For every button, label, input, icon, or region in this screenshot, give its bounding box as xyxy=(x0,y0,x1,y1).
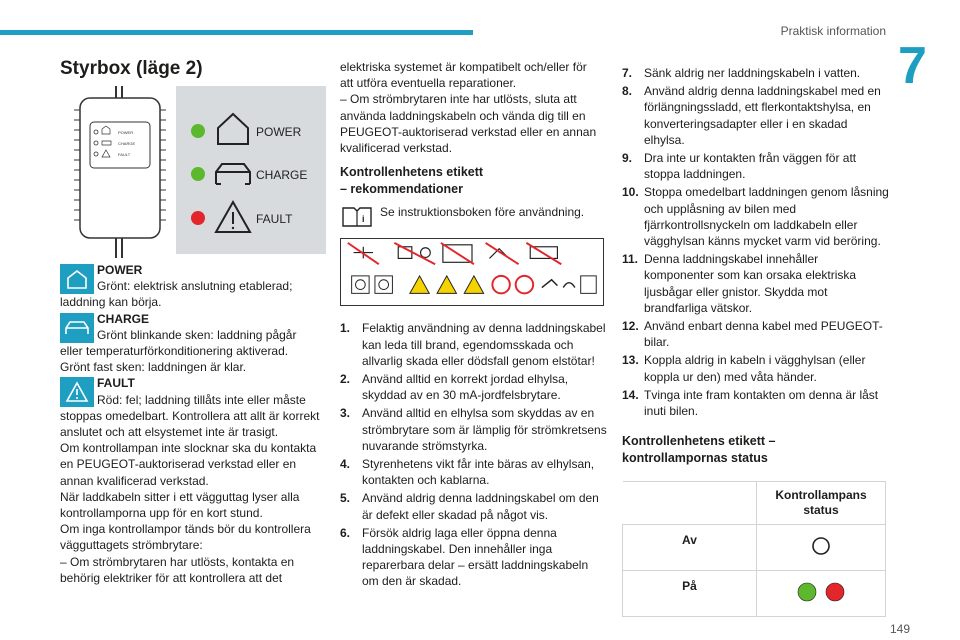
list-item-text: Använd alltid en korrekt jordad elhylsa, skyddad av en 30 mA-jordfelsbrytare. xyxy=(362,372,569,403)
list-item-text: Försök aldrig laga eller öppna denna laddningskabel. Den innehåller inga reparerbara delar – ersätt laddningskabeln om den är skadad. xyxy=(362,525,589,589)
legend-fault-line-3: anslutet och att elsystemet inte är trasigt. xyxy=(60,425,279,440)
list-item-number: 11. xyxy=(622,252,639,267)
list-item xyxy=(622,65,890,81)
list-item-text: Tvinga inte fram kontakten om denna är låst inuti bilen. xyxy=(644,387,879,419)
home-icon xyxy=(60,264,94,294)
warning-icon xyxy=(60,377,94,407)
list-item-number: 7. xyxy=(622,66,633,80)
intro-line-3: – Om strömbrytaren inte har utlösts, sluta att xyxy=(340,92,577,107)
manual-note-text: Se instruktionsboken före användning. xyxy=(380,205,585,220)
list-item-number: 3. xyxy=(340,406,351,421)
list-item xyxy=(622,251,890,316)
list-item-number: 9. xyxy=(622,151,633,166)
label-heading-line-1: Kontrollenhetens etikett xyxy=(340,165,484,180)
green-lamp-icon xyxy=(798,583,816,601)
charge-label: CHARGE xyxy=(256,168,308,182)
list-item-text: Denna laddningskabel innehåller komponenter som kan orsaka elektriska ljusbågar eller gnistor. Skydda mot brandfarliga vätskor. xyxy=(644,252,857,315)
list-item xyxy=(340,525,608,590)
column-3 xyxy=(622,59,890,617)
power-lamp xyxy=(191,124,205,138)
label-heading xyxy=(340,164,608,198)
list-item-number: 4. xyxy=(340,457,351,472)
column-2 xyxy=(340,59,608,592)
legend-charge-line-1: Grönt blinkande sken: laddning pågår xyxy=(97,327,297,342)
warning-label-illustration xyxy=(340,238,604,306)
car-icon xyxy=(216,164,250,184)
list-item-number: 14. xyxy=(622,387,639,402)
list-item xyxy=(340,456,608,488)
legend-fault-line-1: Röd: fel; laddning tillåts inte eller måste xyxy=(97,392,306,407)
legend-fault-line-10: vägguttagets strömbrytare: xyxy=(60,538,203,553)
list-item-number: 12. xyxy=(622,319,639,334)
list-item-number: 6. xyxy=(340,525,351,540)
fault-label: FAULT xyxy=(256,212,293,226)
header-accent-bar xyxy=(0,30,473,35)
label-heading-line-2: – rekommendationer xyxy=(340,182,463,197)
lamp-status-table xyxy=(622,481,886,617)
list-item-number: 13. xyxy=(622,353,639,368)
list-item-text: Sänk aldrig ner laddningskabeln i vatten. xyxy=(644,66,861,80)
red-lamp-icon xyxy=(826,583,844,601)
list-item xyxy=(340,320,608,369)
legend-charge xyxy=(60,311,324,376)
lamp-on-icons xyxy=(791,581,851,603)
list-item xyxy=(340,371,608,403)
legend-fault-line-6: annan kvalificerad verkstad. xyxy=(60,473,209,488)
table-header-row xyxy=(623,482,886,525)
list-item-text: Använd aldrig denna laddningskabel med en förlängningssladd, ett flerkontaktshylsa, en konverteringsadapter eller i en skadad elhylsa. xyxy=(644,84,881,147)
list-item-text: Koppla aldrig in kabeln i vägghylsan (eller koppla ur den) med våta händer. xyxy=(644,353,866,384)
intro-line-5: PEUGEOT-auktoriserad verkstad eller en annan xyxy=(340,124,597,139)
legend-charge-line-2: eller temperaturförkonditionering aktiverad. xyxy=(60,344,289,359)
manual-note xyxy=(340,204,608,228)
list-item-text: Felaktig användning av denna laddningskabel kan leda till brand, egendomsskada och allvarlig skada eller dödsfall genom elstötar! xyxy=(362,321,606,368)
power-label: POWER xyxy=(256,125,302,139)
indicator-panel xyxy=(176,86,326,254)
table-header-status: Kontrollampans status xyxy=(757,482,886,525)
table-header-empty xyxy=(623,482,757,525)
table-row xyxy=(623,525,886,571)
recommendations-list-a xyxy=(340,320,608,589)
unit-label-charge: CHARGE xyxy=(118,141,136,146)
list-item-number: 10. xyxy=(622,185,639,200)
list-item xyxy=(622,184,890,249)
unit-label-fault: FAULT xyxy=(118,152,131,157)
home-icon xyxy=(218,114,248,144)
list-item-text: Använd enbart denna kabel med PEUGEOT-bilar. xyxy=(644,319,883,350)
legend-fault-line-4: Om kontrollampan inte slocknar ska du kontakta xyxy=(60,441,317,456)
lamp-cell-off xyxy=(757,525,886,571)
intro-line-2: att utföra eventuella reparationer. xyxy=(340,76,517,91)
chapter-number: 7 xyxy=(898,37,927,95)
lamp-cell-on xyxy=(757,571,886,617)
legend-power-line-2: laddning kan börja. xyxy=(60,295,162,310)
charge-lamp xyxy=(191,167,205,181)
legend-fault-line-8: kontrollamporna upp för en kort stund. xyxy=(60,506,263,521)
list-item xyxy=(340,490,608,522)
legend-charge-line-3: Grönt fast sken: laddningen är klar. xyxy=(60,360,247,375)
list-item-text: Stoppa omedelbart laddningen genom låsning och upplåsning av bilen med fjärrkontrollsnyckeln om laddkabeln eller vägghylsan känns mycket varm vid beröring. xyxy=(644,185,889,249)
list-item xyxy=(622,387,890,419)
legend-power-line-1: Grönt: elektrisk anslutning etablerad; xyxy=(97,279,293,294)
list-item xyxy=(622,83,890,148)
legend-fault-line-5: en PEUGEOT-auktoriserad verkstad eller en xyxy=(60,457,297,472)
list-item-number: 1. xyxy=(340,321,351,336)
list-item-number: 8. xyxy=(622,84,633,99)
intro-line-6: kvalificerad verkstad. xyxy=(340,141,453,156)
legend-fault-line-11: – Om strömbrytaren har utlösts, kontakta en xyxy=(60,554,295,569)
list-item-number: 5. xyxy=(340,491,351,506)
car-icon xyxy=(60,313,94,343)
legend-fault xyxy=(60,375,324,586)
list-item-number: 2. xyxy=(340,372,351,387)
recommendations-list-b xyxy=(622,65,890,419)
status-heading xyxy=(622,433,890,467)
section-title: Praktisk information xyxy=(780,24,886,38)
book-icon xyxy=(340,204,374,228)
lamp-off-icon xyxy=(811,536,831,556)
legend-power-title: POWER xyxy=(97,263,143,277)
table-row xyxy=(623,571,886,617)
list-item-text: Använd alltid en elhylsa som skyddas av en strömbrytare som är lämplig för strömkretsens nuvarande strömstyrka. xyxy=(362,406,607,453)
status-heading-line-2: kontrollampornas status xyxy=(622,451,768,466)
intro-line-4: använda laddningskabeln och vända dig till en xyxy=(340,108,586,123)
unit-label-power: POWER xyxy=(118,130,134,135)
list-item xyxy=(622,318,890,350)
lamp-legend xyxy=(60,262,324,586)
row-label-off: Av xyxy=(623,525,757,571)
legend-fault-line-12: behörig elektriker för att kontrollera att det xyxy=(60,570,283,585)
legend-fault-line-7: När laddkabeln sitter i ett vägguttag lyser alla xyxy=(60,489,300,504)
list-item xyxy=(340,405,608,454)
legend-fault-line-2: stoppas omedelbart. Kontrollera att allt är korrekt xyxy=(60,408,320,423)
legend-charge-title: CHARGE xyxy=(97,311,150,326)
list-item xyxy=(622,150,890,182)
row-label-on: På xyxy=(623,571,757,617)
fault-lamp xyxy=(191,211,205,225)
page-number: 149 xyxy=(890,622,911,636)
intro-line-1: elektriska systemet är kompatibelt och/eller för xyxy=(340,60,587,74)
svg-text:i: i xyxy=(362,214,365,225)
list-item-text: Använd aldrig denna laddningskabel om den är defekt eller skadad på något vis. xyxy=(362,491,599,522)
list-item-text: Dra inte ur kontakten från väggen för att stoppa laddningen. xyxy=(644,151,857,182)
legend-fault-line-9: Om inga kontrollampor tänds bör du kontrollera xyxy=(60,522,311,537)
page-title: Styrbox (läge 2) xyxy=(60,58,203,79)
status-heading-line-1: Kontrollenhetens etikett – xyxy=(622,434,776,449)
legend-fault-title: FAULT xyxy=(97,376,135,391)
list-item xyxy=(622,352,890,384)
legend-power xyxy=(60,262,324,311)
list-item-text: Styrenhetens vikt får inte bäras av elhylsan, kontakten och kablarna. xyxy=(362,457,595,488)
